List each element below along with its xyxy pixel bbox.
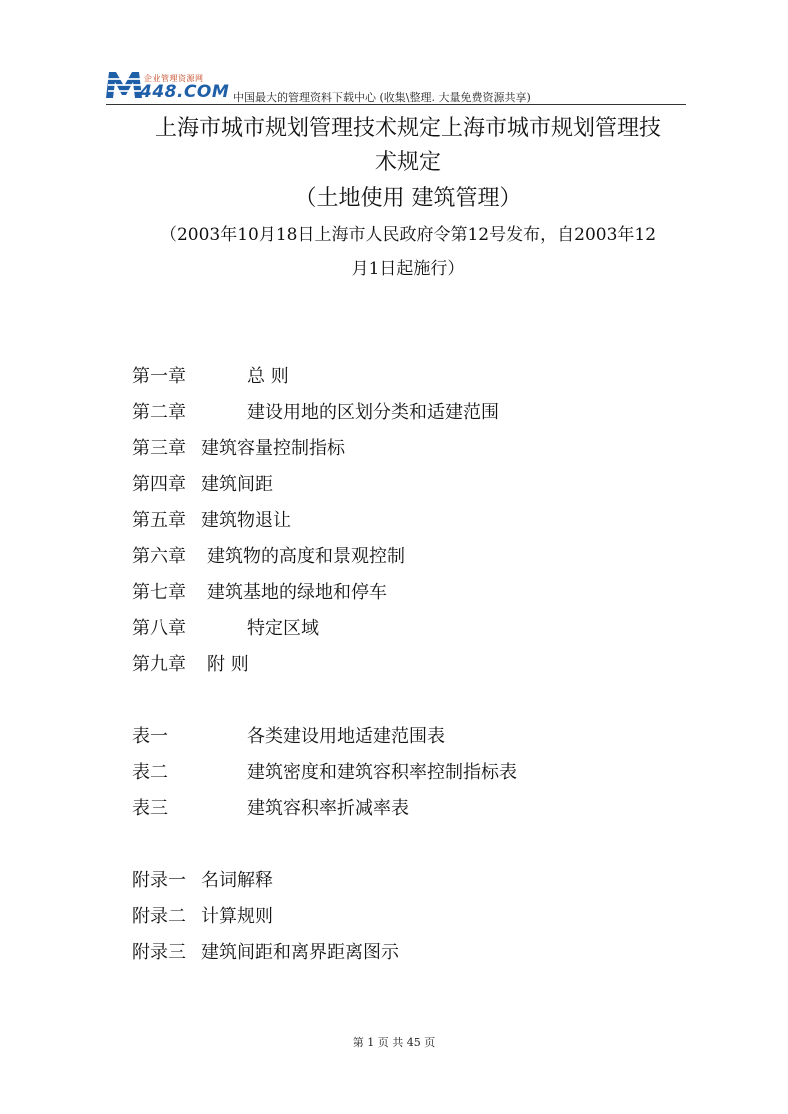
table-label: 表二 bbox=[132, 762, 168, 783]
chapter-label: 第二章 bbox=[132, 402, 186, 423]
appendix-label: 附录二 bbox=[132, 906, 186, 927]
document-title bbox=[128, 112, 688, 180]
logo-top-text: 企业管理资源网 bbox=[144, 74, 204, 83]
chapter-label: 第五章 bbox=[132, 510, 186, 531]
chapter-item bbox=[132, 362, 289, 392]
chapter-title: 建筑间距 bbox=[201, 474, 273, 495]
chapter-item bbox=[132, 506, 291, 536]
chapter-label: 第八章 bbox=[132, 618, 186, 639]
chapter-title: 建筑基地的绿地和停车 bbox=[207, 582, 387, 603]
appendix-item bbox=[132, 866, 273, 896]
appendix-item bbox=[132, 902, 273, 932]
logo-main-text: 448.COM bbox=[140, 82, 230, 102]
chapter-title: 建筑容量控制指标 bbox=[201, 438, 345, 459]
chapter-item bbox=[132, 614, 319, 644]
chapter-label: 第七章 bbox=[132, 582, 186, 603]
chapter-label: 第六章 bbox=[132, 546, 186, 567]
site-logo bbox=[106, 70, 230, 102]
table-title: 建筑容积率折减率表 bbox=[247, 798, 409, 819]
table-label: 表一 bbox=[132, 726, 168, 747]
chapter-title: 建筑物的高度和景观控制 bbox=[207, 546, 405, 567]
chapter-item bbox=[132, 470, 273, 500]
table-title: 建筑密度和建筑容积率控制指标表 bbox=[247, 762, 517, 783]
appendix-title: 建筑间距和离界距离图示 bbox=[201, 942, 399, 963]
table-item bbox=[132, 758, 517, 788]
chapter-item bbox=[132, 578, 387, 608]
chapter-title: 建筑物退让 bbox=[201, 510, 291, 531]
title-line-2: 术规定 bbox=[374, 150, 441, 175]
page-header bbox=[106, 70, 686, 104]
title-block bbox=[128, 112, 688, 286]
page-number: 第 1 页 共 45 页 bbox=[352, 1036, 436, 1049]
decree-line-2: 月1日起施行） bbox=[351, 259, 465, 279]
chapter-item bbox=[132, 434, 345, 464]
appendix-title: 计算规则 bbox=[201, 906, 273, 927]
chapter-item bbox=[132, 650, 249, 680]
title-line-1: 上海市城市规划管理技术规定上海市城市规划管理技 bbox=[154, 116, 661, 141]
document-subtitle: （土地使用 建筑管理） bbox=[294, 186, 522, 211]
appendix-label: 附录一 bbox=[132, 870, 186, 891]
chapter-title: 总 则 bbox=[247, 366, 289, 387]
chapter-label: 第四章 bbox=[132, 474, 186, 495]
appendix-label: 附录三 bbox=[132, 942, 186, 963]
table-title: 各类建设用地适建范围表 bbox=[247, 726, 445, 747]
decree-note bbox=[128, 218, 688, 286]
header-divider bbox=[106, 104, 686, 105]
table-item bbox=[132, 722, 445, 752]
chapter-title: 附 则 bbox=[207, 654, 249, 675]
appendix-item bbox=[132, 938, 399, 968]
decree-line-1: （2003年10月18日上海市人民政府令第12号发布，自2003年12 bbox=[159, 225, 657, 245]
logo-m-icon bbox=[106, 70, 142, 100]
table-label: 表三 bbox=[132, 798, 168, 819]
table-item bbox=[132, 794, 409, 824]
chapter-item bbox=[132, 398, 499, 428]
header-tagline: 中国最大的管理资料下载中心 (收集\整理. 大量免费资源共享) bbox=[233, 91, 531, 104]
chapter-item bbox=[132, 542, 405, 572]
chapter-title: 建设用地的区划分类和适建范围 bbox=[247, 402, 499, 423]
appendix-title: 名词解释 bbox=[201, 870, 273, 891]
chapter-label: 第九章 bbox=[132, 654, 186, 675]
chapter-label: 第三章 bbox=[132, 438, 186, 459]
chapter-title: 特定区域 bbox=[247, 618, 319, 639]
chapter-label: 第一章 bbox=[132, 366, 186, 387]
